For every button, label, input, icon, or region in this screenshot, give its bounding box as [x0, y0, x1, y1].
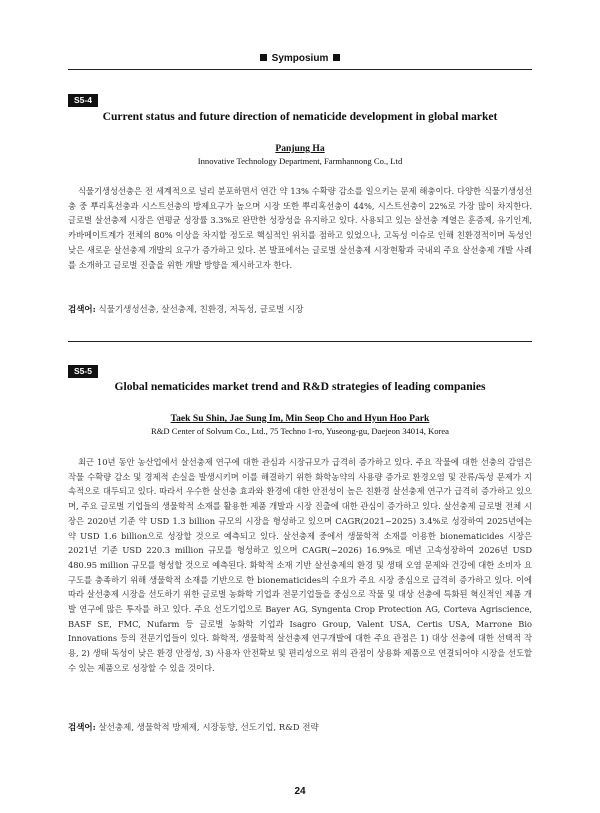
affiliation-line: Innovative Technology Department, Farmhannong Co., Ltd	[197, 156, 403, 166]
square-bullet-icon	[333, 54, 340, 61]
affiliation-line: R&D Center of Solvum Co., Ltd., 75 Techno 1-ro, Yuseong-gu, Daejeon 34014, Korea	[151, 426, 449, 436]
author-line: Taek Su Shin, Jae Sung Im, Min Seop Cho and Hyun Hoo Park	[170, 413, 430, 424]
section-tag: S5-4	[68, 94, 98, 107]
abstract-body: 최근 10년 동안 농산업에서 살선충제 연구에 대한 관심과 시장규모가 급격히 증가하고 있다. 주요 작물에 대한 선충의 감염은 작물 수확량 감소 및 경제적 손실을 발생시키며 이를 해결하기 위한 화학농약의 사용량 증가로 환경오염 및 잔류/독성 문제가 지속적으로 대두되고 있다. 따라서 우수한 살선충 효과와 환경에 대한 안전성이 높은 친환경 살선충제 연구가 급격히 증가하고 있으며, 주요 글로벌 기업들의 생물학적 소재를 활용한 제품 개발과 시장 진출에 대한 관심이 증가하고 있다. 살선충제 글로벌 전체 시장은 2020년 기준 약 USD 1.3 billion 규모의 시장을 형성하고 있으며 CAGR(2021~2025) 3.4%로 성장하여 2025년에는 약 USD 1.6 billion으로 성장할 것으로 예측되고 있다. 살선충제 중에서 생물학적 소재를 이용한 bionematicides 시장은 2021년 기준 USD 220.3 million 규모를 형성하고 있으며 CAGR(~2026) 16.9%로 매년 고속성장하여 2026년 USD 480.95 million 규모를 형성할 것으로 예측된다. 화학적 소재 기반 살선충제의 환경 및 생태 오염 문제와 건강에 대한 소비자 요구도를 충족하기 위해 생물학적 소재를 기반으로 한 bionematicides의 수요가 주요 시장 중심으로 급격히 증가하고 있다. 이에 따라 살선충제 시장을 선도하기 위한 글로벌 농화학 기업과 전문기업들을 중심으로 작물 및 대상 선충에 특화된 혁신적인 제품 개발 연구에 많은 투자를 하고 있다. 주요 선도기업으로 Bayer AG, Syngenta Crop Protection AG, Corteva Agriscience, BASF SE, FMC, Nufarm 등 글로벌 농화학 기업과 Isagro Group, Valent USA, Certis USA, Marrone Bio Innovations 등의 전문기업들이 있다. 화학적, 생물학적 살선충제 연구개발에 대한 주요 관점은 1) 대상 선충에 대한 선택적 작용, 2) 생태 독성이 낮은 환경 안정성, 3) 사용자 안전확보 및 편리성으로 위의 관점이 상용화 제품으로 연결되어야 시장을 선도할 수 있는 제품으로 성장할 수 있을 것이다.	[68, 457, 532, 673]
page-number: 24	[294, 786, 306, 797]
header-label: Symposium	[271, 53, 329, 64]
abstract-body: 식물기생성선충은 전 세계적으로 널리 분포하면서 연간 약 13% 수확량 감소를 일으키는 문제 해충이다. 다양한 식물기생성선충 중 뿌리혹선충과 시스트선충의 방제요구가 높으며 시장 또한 뿌리혹선충이 44%, 시스트선충이 22%로 가장 많이 차지한다. 글로벌 살선충제 시장은 연평균 성장률 3.3%로 완만한 성장성을 유지하고 있다. 사용되고 있는 살선충 계열은 훈증제, 유기인계, 카바메이트계가 전체의 80% 이상을 차지할 정도로 핵심적인 위치를 점하고 있었으나, 고독성 이슈로 인해 친환경적이며 독성인 낮은 새로운 살선충제 개발의 요구가 증가하고 있다. 본 발표에서는 글로벌 살선충제 시장현황과 국내외 주요 살선충제 개발 사례를 소개하고 글로벌 진출을 위한 개발 방향을 제시하고자 한다.	[68, 186, 532, 270]
keywords-line	[68, 721, 532, 733]
keywords-text: 식물기생성선충, 살선충제, 친환경, 저독성, 글로벌 시장	[98, 305, 304, 315]
abstract-title: Current status and future direction of nematicide development in global market	[102, 110, 498, 123]
section-tag: S5-5	[68, 365, 98, 378]
abstract-title: Global nematicides market trend and R&D strategies of leading companies	[114, 380, 486, 393]
running-header	[0, 53, 600, 64]
square-bullet-icon	[260, 54, 267, 61]
section-divider	[68, 341, 532, 342]
header-rule	[68, 69, 532, 70]
author-line: Panjung Ha	[275, 143, 325, 154]
keywords-label: 검색어:	[68, 305, 96, 315]
keywords-label: 검색어:	[68, 723, 96, 733]
keywords-line	[68, 303, 532, 315]
keywords-text: 살선충제, 생물학적 방제제, 시장동향, 선도기업, R&D 전략	[98, 723, 319, 733]
